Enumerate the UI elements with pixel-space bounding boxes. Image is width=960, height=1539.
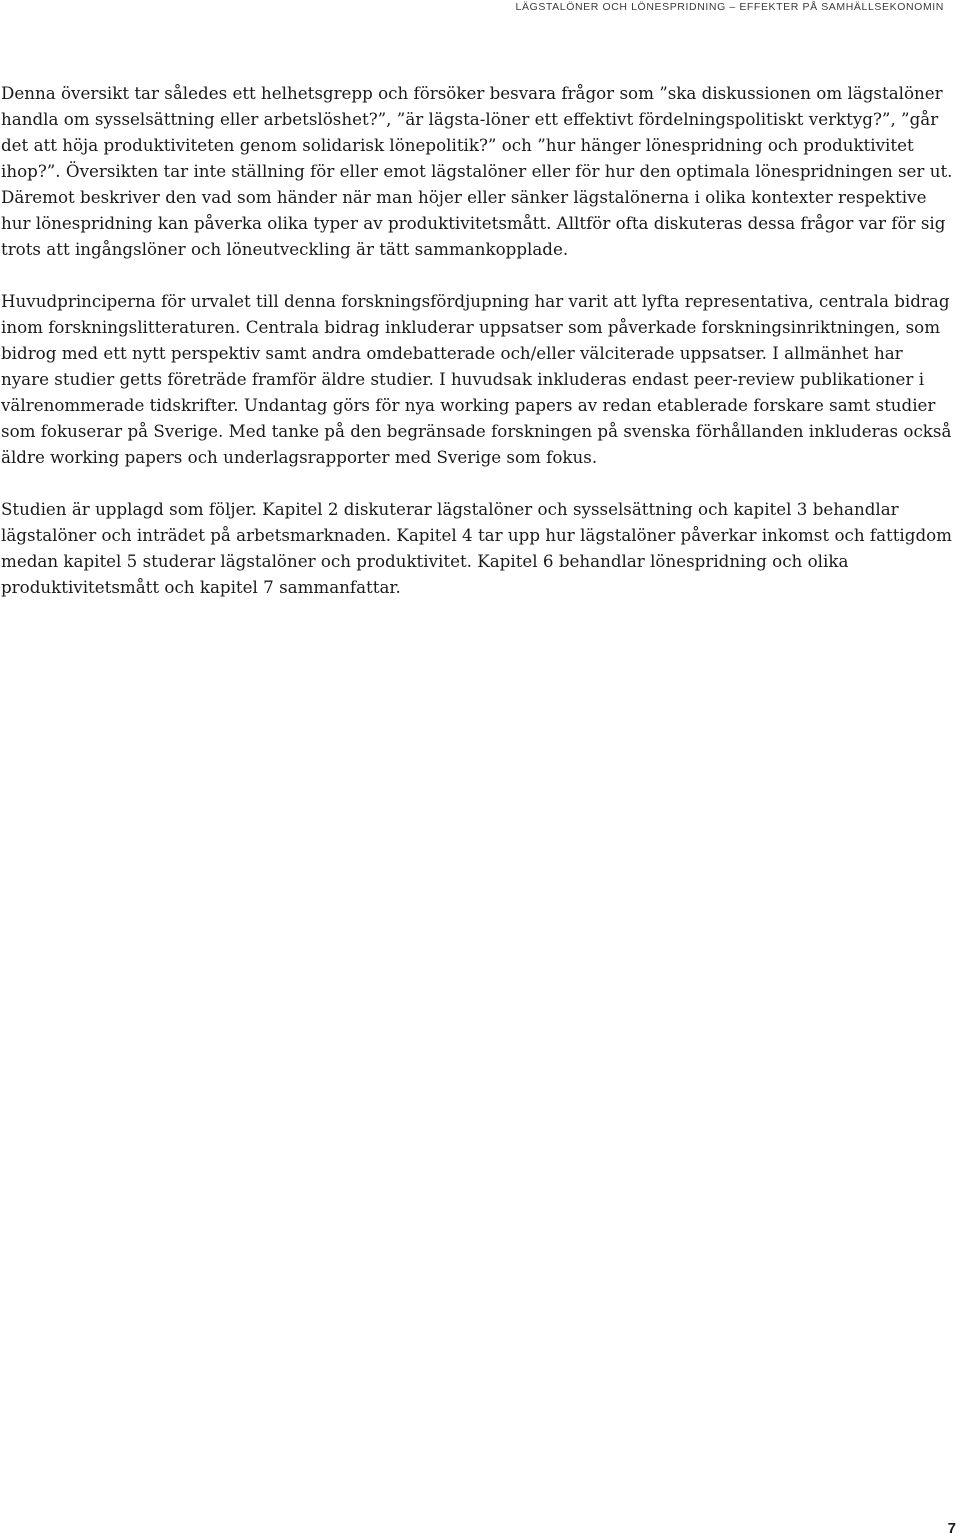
paragraph-study-outline: Studien är upplagd som följer. Kapitel 2 diskuterar lägstalöner och sysselsättning och kapitel 3 behandlar lägstalöner och inträdet på arbetsmarknaden. Kapitel 4 tar upp hur lägstalöner påverkar inkomst och fattigdom medan kapitel 5 studerar lägstalöner och produktivitet. Kapitel 6 behandlar lönespridning och olika produktivitetsmått och kapitel 7 sammanfattar. <box>1 499 953 597</box>
body-text <box>1 80 953 626</box>
page-number: 7 <box>947 1520 956 1537</box>
paragraph-intro: Denna översikt tar således ett helhetsgrepp och försöker besvara frågor som ”ska diskussionen om lägstalöner handla om sysselsättning eller arbetslöshet?”, ”är lägsta-löner ett effektivt fördelningspolitiskt verktyg?”, ”går det att höja produktiviteten genom solidarisk lönepolitik?” och ”hur hänger lönespridning och produktivitet ihop?”. Översikten tar inte ställning för eller emot lägstalöner eller för hur den optimala lönespridningen ser ut. Däremot beskriver den vad som händer när man höjer eller sänker lägstalönerna i olika kontexter respektive hur lönespridning kan påverka olika typer av produktivitetsmått. Alltför ofta diskuteras dessa frågor var för sig trots att ingångslöner och löneutveckling är tätt sammankopplade. <box>1 83 953 259</box>
running-header: LÄGSTALÖNER OCH LÖNESPRIDNING – EFFEKTER PÅ SAMHÄLLSEKONOMIN <box>515 1 944 13</box>
paragraph-selection-principles: Huvudprinciperna för urvalet till denna forskningsfördjupning har varit att lyfta representativa, centrala bidrag inom forskningslitteraturen. Centrala bidrag inkluderar uppsatser som påverkade forskningsinriktningen, som bidrog med ett nytt perspektiv samt andra omdebatterade och/eller välciterade uppsatser. I allmänhet har nyare studier getts företräde framför äldre studier. I huvudsak inkluderas endast peer-review publikationer i välrenommerade tidskrifter. Undantag görs för nya working papers av redan etablerade forskare samt studier som fokuserar på Sverige. Med tanke på den begränsade forskningen på svenska förhållanden inkluderas också äldre working papers och underlagsrapporter med Sverige som fokus. <box>1 291 952 467</box>
